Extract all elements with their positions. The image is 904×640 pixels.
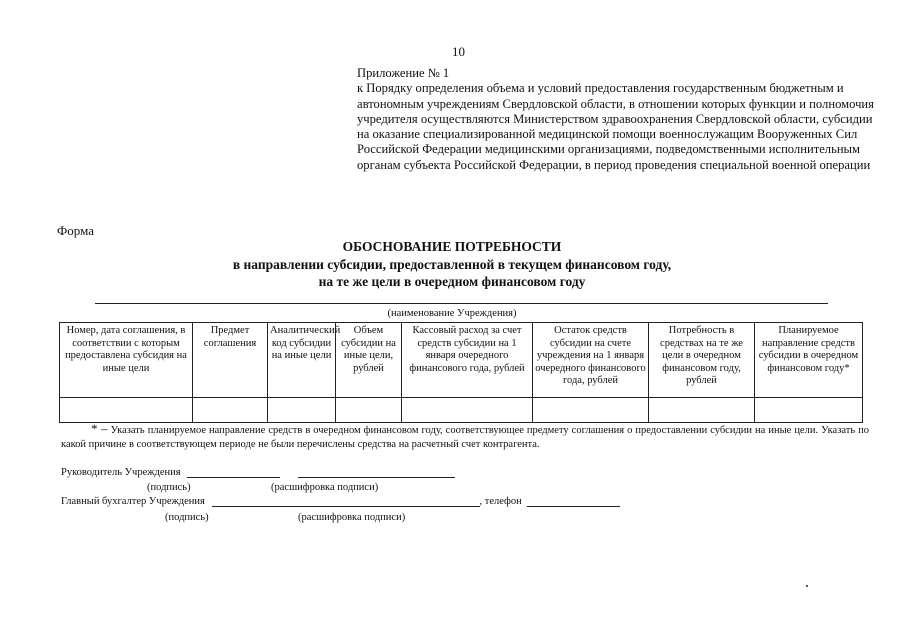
table-row — [60, 398, 863, 423]
col-header-balance: Остаток средств субсидии на счете учреждения на 1 января очередного финансового года, рублей — [533, 323, 649, 398]
accountant-signature-caption: (подпись) — [165, 512, 209, 523]
col-header-cash-expense: Кассовый расход за счет средств субсидии на 1 января очередного финансового года, рублей — [402, 323, 533, 398]
col-header-planned-direction: Планируемое направление средств субсидии в очередном финансовом году* — [755, 323, 863, 398]
col-header-need: Потребность в средствах на те же цели в очередном финансовом году, рублей — [649, 323, 755, 398]
institution-name-line[interactable] — [95, 303, 828, 304]
document-subtitle-2: на те же цели в очередном финансовом году — [318, 274, 586, 289]
appendix-text: к Порядку определения объема и условий предоставления государственным бюджетным и автономным учреждениям Свердловской области, в отношении которых функции и полномочия учредителя осуществляются Министерством здравоохранения Свердловской области, субсидии на оказание специализированной медицинской помощи военнослужащим Вооруженных Сил Российской Федерации медицинскими организациями, подведомственными исполнительным органам субъекта Российской Федерации, в период проведения специальной военной операции — [357, 81, 874, 172]
accountant-signature-row — [61, 496, 620, 507]
col-header-analytic-code: Аналитический код субсидии на иные цели — [268, 323, 336, 398]
head-decoding-caption: (расшифровка подписи) — [271, 482, 379, 493]
accountant-decoding-caption: (расшифровка подписи) — [298, 512, 406, 523]
head-label: Руководитель Учреждения — [61, 467, 181, 478]
table-cell[interactable] — [336, 398, 402, 423]
scan-dot — [806, 585, 808, 587]
table-cell[interactable] — [533, 398, 649, 423]
table-cell[interactable] — [402, 398, 533, 423]
appendix-block — [357, 66, 877, 173]
footnote — [61, 422, 869, 452]
head-signature-caption: (подпись) — [147, 482, 191, 493]
document-title: ОБОСНОВАНИЕ ПОТРЕБНОСТИ — [342, 239, 562, 254]
phone-field[interactable] — [527, 506, 620, 507]
table-cell[interactable] — [60, 398, 193, 423]
head-decoding-field[interactable] — [298, 477, 455, 478]
table-header-row — [60, 323, 863, 398]
footnote-star: * – — [91, 421, 108, 436]
table-cell[interactable] — [649, 398, 755, 423]
justification-table — [59, 322, 863, 423]
accountant-signature-field[interactable] — [212, 506, 480, 507]
col-header-agreement: Номер, дата соглашения, в соответствии с которым предоставлена субсидия на иные цели — [60, 323, 193, 398]
table-cell[interactable] — [755, 398, 863, 423]
table-cell[interactable] — [268, 398, 336, 423]
form-label: Форма — [57, 223, 94, 238]
col-header-subject: Предмет соглашения — [193, 323, 268, 398]
table-cell[interactable] — [193, 398, 268, 423]
head-signature-field[interactable] — [187, 477, 280, 478]
footnote-text: Указать планируемое направление средств в очередном финансовом году, соответствующее предмету соглашения о предоставлении субсидии на иные цели. Указать по какой причине в соответствующем периоде не были перечислены средства на расчетный счет контрагента. — [61, 425, 870, 450]
document-subtitle-1: в направлении субсидии, предоставленной в текущем финансовом году, — [232, 257, 672, 272]
page-number: 10 — [452, 44, 465, 59]
accountant-label: Главный бухгалтер Учреждения — [61, 496, 205, 507]
appendix-title: Приложение № 1 — [357, 66, 450, 80]
phone-label: , телефон — [479, 496, 522, 507]
col-header-volume: Объем субсидии на иные цели, рублей — [336, 323, 402, 398]
institution-caption: (наименование Учреждения) — [387, 308, 517, 319]
head-signature-row — [61, 467, 455, 478]
